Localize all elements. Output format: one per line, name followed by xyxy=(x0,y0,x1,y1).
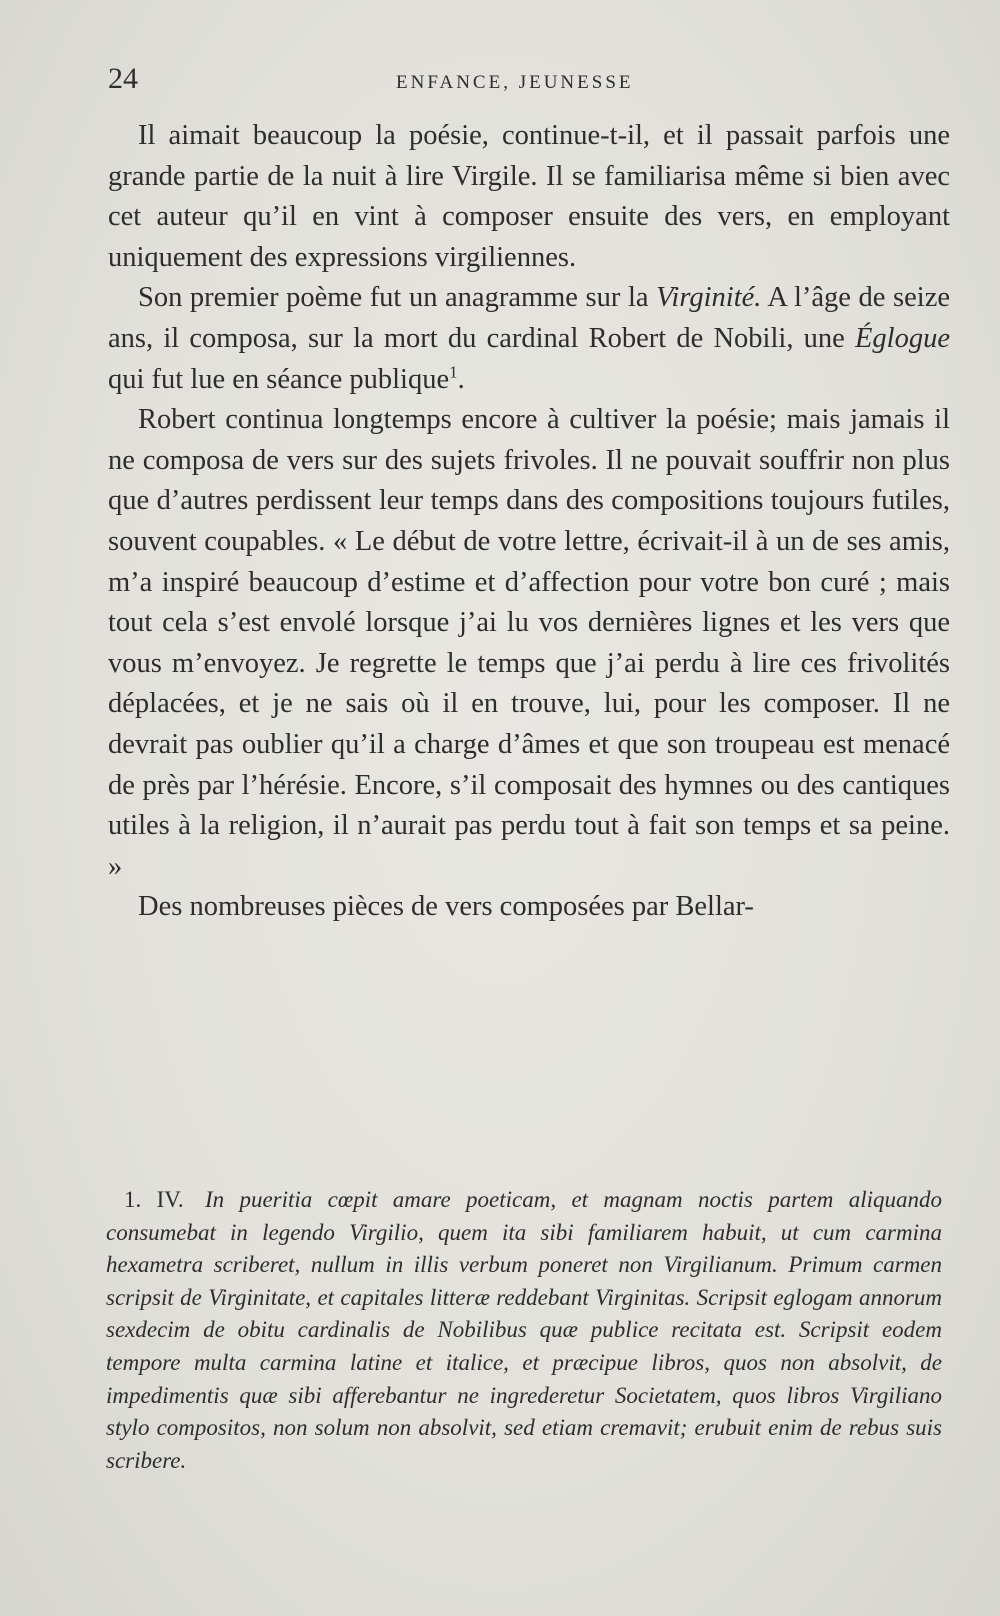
footnote-text: In pueritia cœpit amare poeticam, et magnam noctis partem aliquando consumebat in legendo Virgilio, quem ita sibi familiarem habuit, ut cum carmina hexametra scriberet, nullum in illis verbum poneret non Virgilianum. Primum carmen scripsit de Virginitate, et capitales litteræ reddebant Virginitas. Scripsit eglogam annorum sexdecim de obitu cardinalis de Nobilibus quæ publice recitata est. Scripsit eodem tempore multa carmina latine et italice, et præcipue libros, quos non absolvit, de impedimentis quæ sibi afferebantur ne ingrederetur Societatem, quos libros Virgiliano stylo compositos, non solum non absolvit, sed etiam cremavit; erubuit enim de rebus suis scribere. xyxy=(106,1187,942,1473)
running-head xyxy=(108,62,948,102)
paragraph-2-italic-virginite: Virginité. xyxy=(656,282,762,314)
paragraph-3: Robert continua longtemps encore à cultiver la poésie; mais jamais il ne composa de vers sur des sujets frivoles. Il ne pouvait souffrir non plus que d’autres perdissent leur temps dans des compositions toujours futiles, souvent coupables. « Le début de votre lettre, écrivait-il à un de ses amis, m’a inspiré beaucoup d’estime et d’affection pour votre bon curé ; mais tout cela s’est envolé lorsque j’ai lu vos dernières lignes et les vers que vous m’envoyez. Je regrette le temps que j’ai perdu à lire ces frivolités déplacées, et je ne sais où il en trouve, lui, pour les composer. Il ne devrait pas oublier qu’il a charge d’âmes et que son troupeau est menacé de près par l’hérésie. Encore, s’il composait des hymnes ou des cantiques utiles à la religion, il n’aurait pas perdu tout à fait son temps et sa peine. » xyxy=(108,404,950,882)
page-number: 24 xyxy=(108,62,138,95)
paragraph-1: Il aimait beaucoup la poésie, continue-t-il, et il passait parfois une grande partie de la nuit à lire Virgile. Il se familiarisa même si bien avec cet auteur qu’il en vint à composer ensuite des vers, en employant uniquement des expressions virgiliennes. xyxy=(108,120,950,273)
footnote-reference[interactable]: 1 xyxy=(449,362,458,382)
footnote xyxy=(106,1184,942,1477)
paragraph-2 xyxy=(108,278,950,400)
body-text xyxy=(108,116,950,928)
paragraph-4: Des nombreuses pièces de vers composées par Bellar- xyxy=(138,891,754,923)
footnote-number: 1. IV. xyxy=(124,1187,184,1212)
running-title: ENFANCE, JEUNESSE xyxy=(396,72,634,93)
paragraph-2-text-a: Son premier poème fut un anagramme sur la xyxy=(138,282,657,314)
paragraph-2-italic-eglogue: Églogue xyxy=(855,322,950,354)
paragraph-2-text-c: A l’âge de seize ans, il composa, sur la mort du cardinal Robert de Nobili, une xyxy=(108,282,950,354)
paragraph-2-text-e: qui fut lue en séance publique xyxy=(108,363,450,395)
paragraph-2-text-f: . xyxy=(457,363,465,395)
